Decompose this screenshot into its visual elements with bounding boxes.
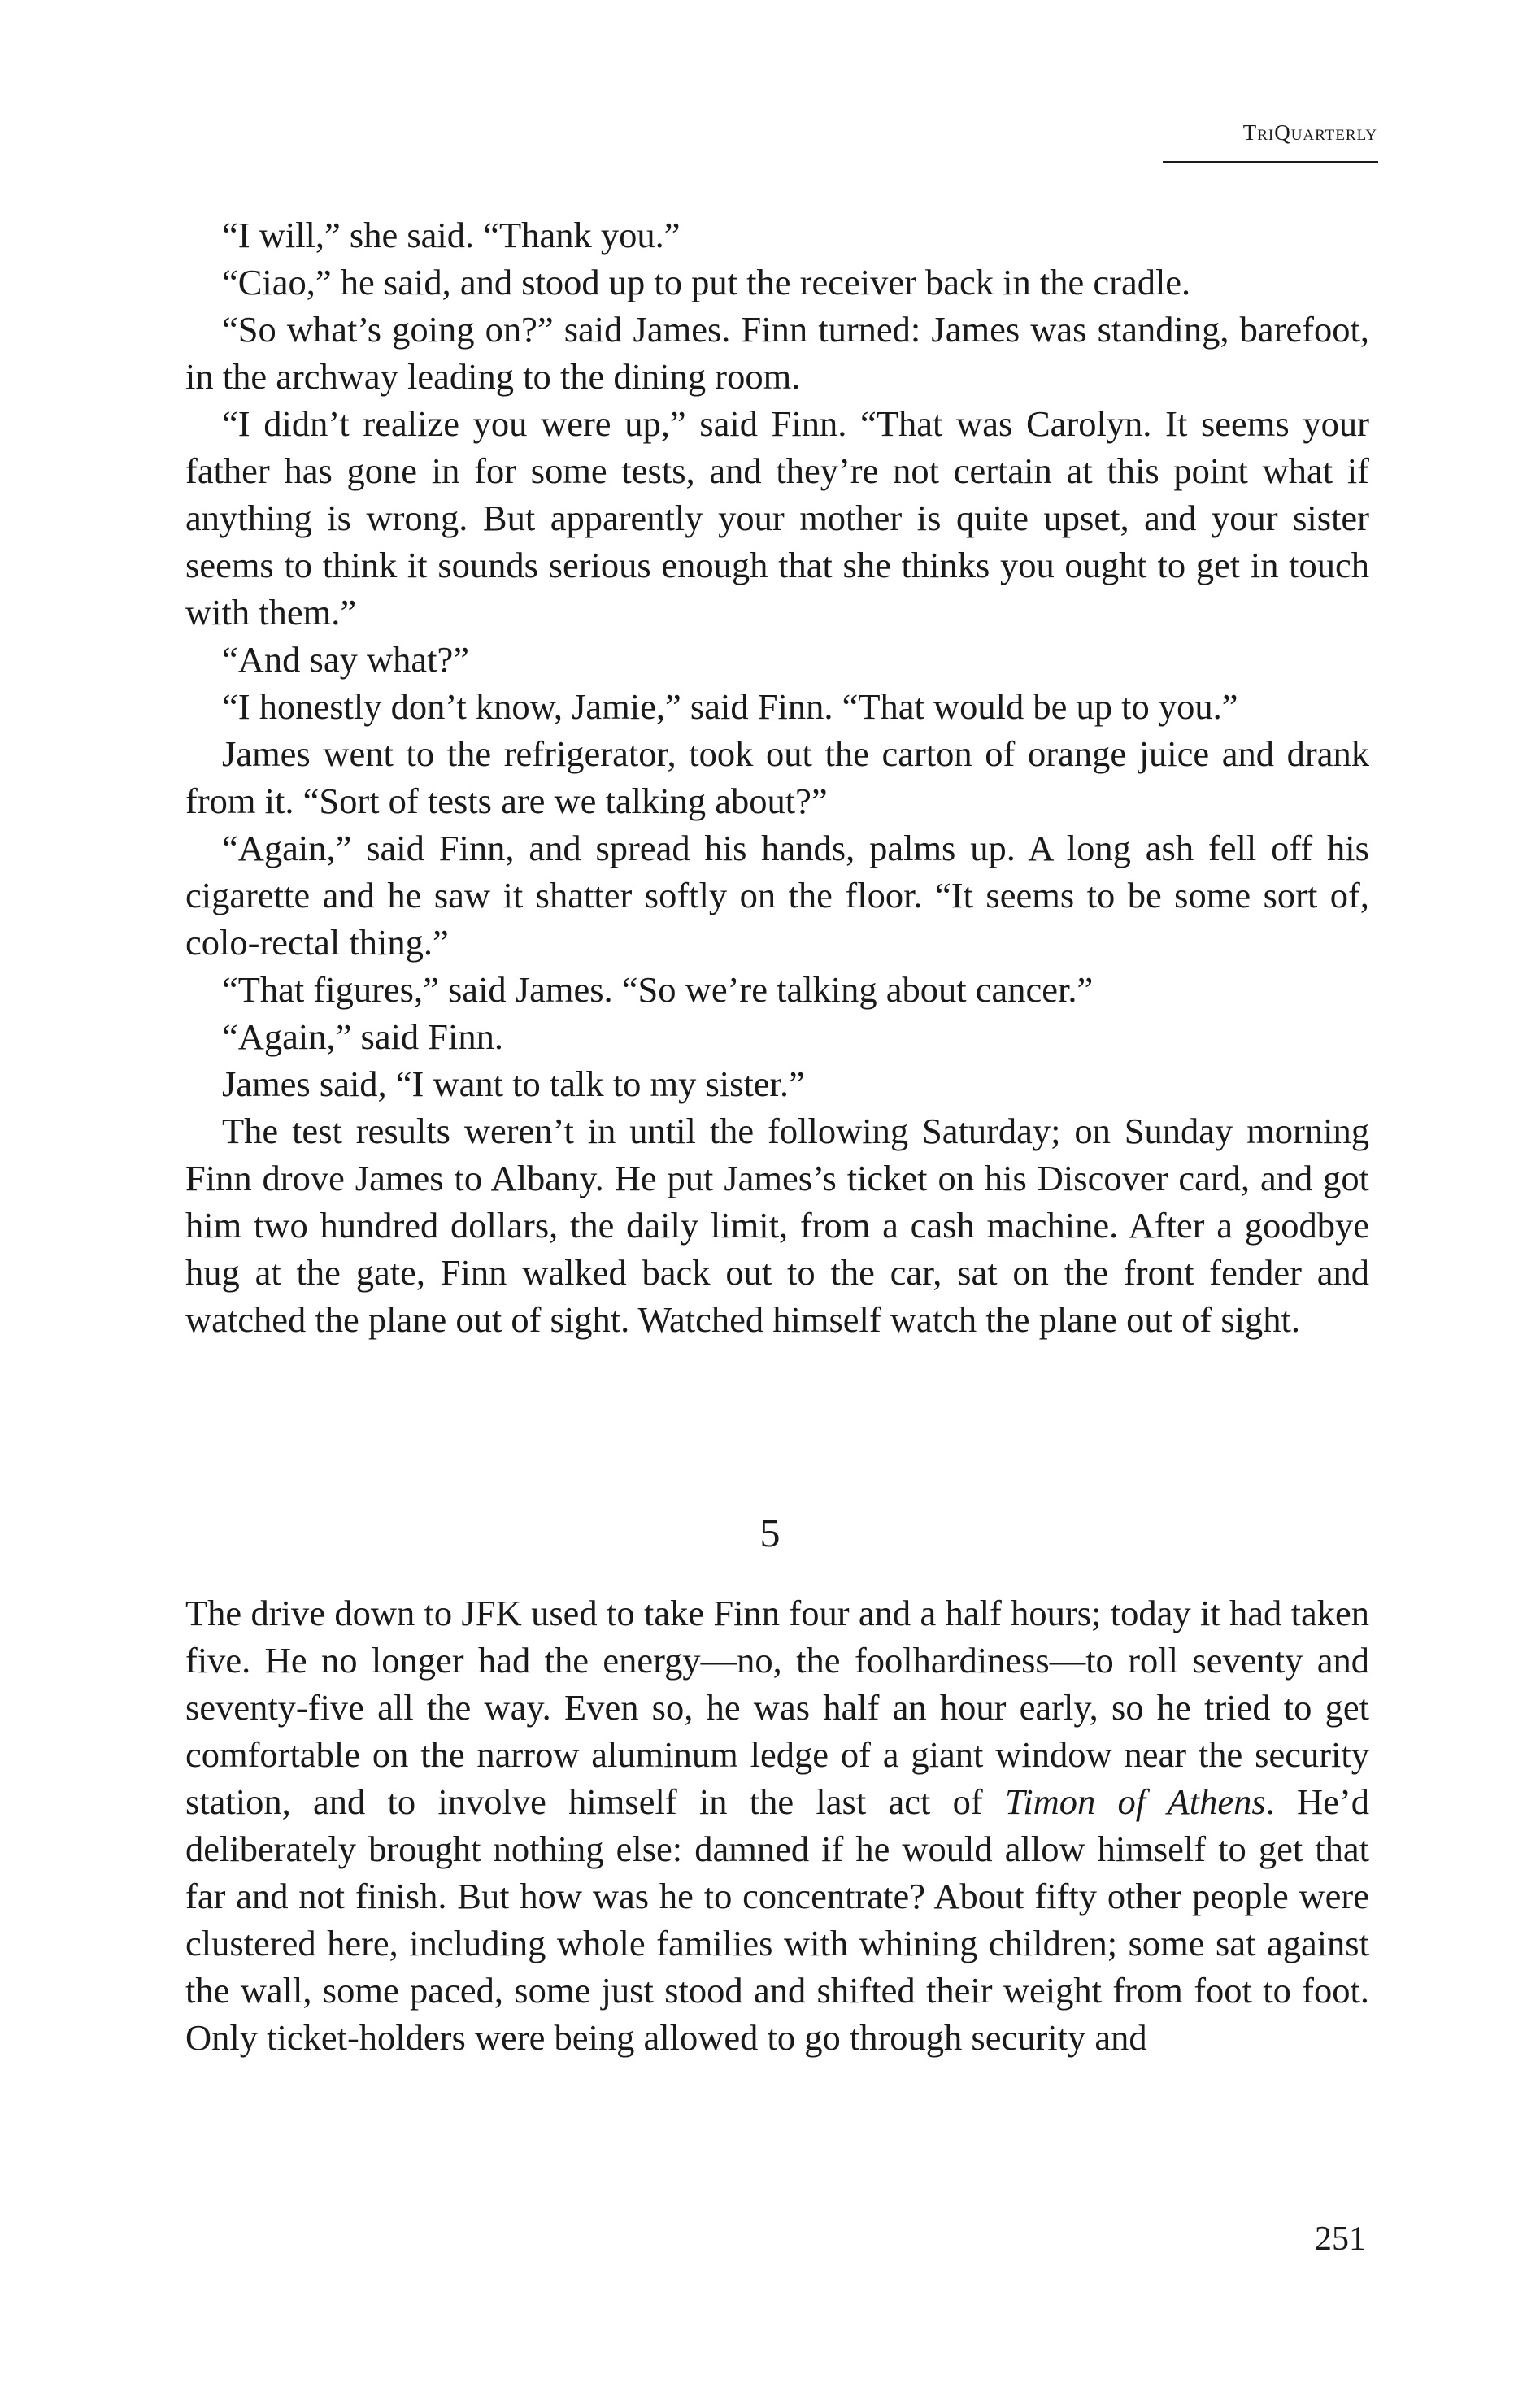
paragraph: “I honestly don’t know, Jamie,” said Finn. “That would be up to you.” [222, 686, 1238, 727]
header-rule [1163, 161, 1378, 163]
text-block-section-5 [185, 1589, 1369, 2061]
paragraph: “So what’s going on?” said James. Finn turned: James was standing, barefoot, in the archway leading to the dining room. [185, 309, 1369, 397]
text-block-before-section [185, 211, 1369, 1343]
paragraph: “Again,” said Finn, and spread his hands, palms up. A long ash fell off his cigarette and he saw it shatter softly on the floor. “It seems to be some sort of, colo-rectal thing.” [185, 828, 1369, 963]
paragraph: “That figures,” said James. “So we’re talking about cancer.” [222, 969, 1094, 1010]
paragraph-text: . He’d deliberately brought nothing else: damned if he would allow himself to get that far and not finish. But how was he to concentrate? About fifty other people were clustered here, including whole families with whining children; some sat against the wall, some paced, some just stood and shifted their weight from foot to foot. Only ticket-holders were being allowed to go through security and [185, 1781, 1369, 2058]
play-title: Timon of Athens [1004, 1781, 1266, 1822]
paragraph: “I didn’t realize you were up,” said Finn. “That was Carolyn. It seems your father has gone in for some tests, and they’re not certain at this point what if anything is wrong. But apparently your mother is quite upset, and your sister seems to think it sounds serious enough that she thinks you ought to get in touch with them.” [185, 403, 1369, 633]
section-number: 5 [759, 1510, 781, 1555]
paragraph: “Ciao,” he said, and stood up to put the receiver back in the cradle. [222, 262, 1191, 302]
page-number: 251 [1315, 2220, 1366, 2258]
paragraph: The test results weren’t in until the following Saturday; on Sunday morning Finn drove James to Albany. He put James’s ticket on his Discover card, and got him two hundred dollars, the daily limit, from a cash machine. After a goodbye hug at the gate, Finn walked back out to the car, sat on the front fender and watched the plane out of sight. Watched himself watch the plane out of sight. [185, 1111, 1369, 1340]
paragraph: “And say what?” [222, 639, 469, 680]
section-opening-paragraph [185, 1589, 1369, 2061]
paragraph: “Again,” said Finn. [222, 1016, 504, 1057]
paragraph: James said, “I want to talk to my sister.” [222, 1063, 805, 1104]
running-head: TriQuarterly [1242, 120, 1377, 145]
paragraph: James went to the refrigerator, took out the carton of orange juice and drank from it. “Sort of tests are we talking about?” [185, 733, 1369, 821]
paragraph: “I will,” she said. “Thank you.” [222, 215, 681, 255]
paragraph-text: The drive down to JFK used to take Finn four and a half hours; today it had taken five. He no longer had the energy—no, the foolhardiness—to roll seventy and seventy-five all the way. Even so, he was half an hour early, so he tried to get comfortable on the narrow aluminum ledge of a giant window near the security station, and to involve himself in the last act of [185, 1593, 1369, 1822]
